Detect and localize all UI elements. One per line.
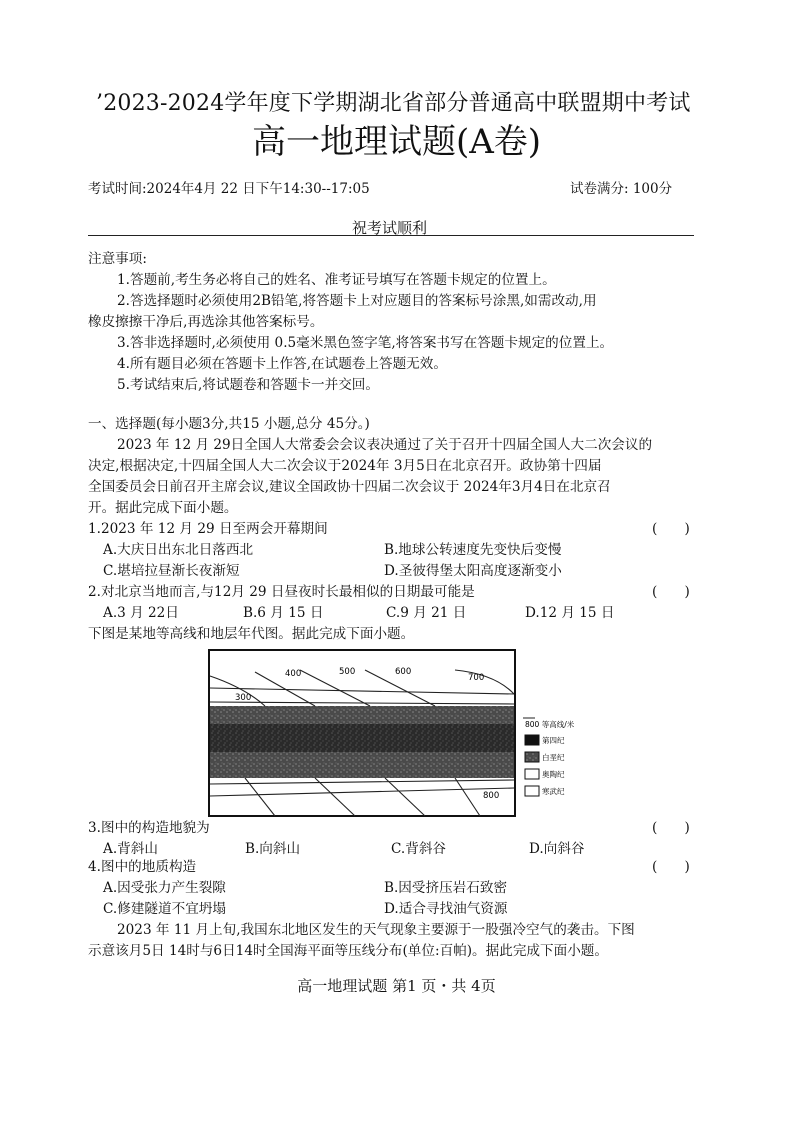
exam-title: ’2023-2024学年度下学期湖北省部分普通高中联盟期中考试 bbox=[96, 91, 691, 116]
legend-swatch bbox=[525, 735, 539, 745]
map-intro: 下图是某地等高线和地层年代图。据此完成下面小题。 bbox=[88, 626, 415, 642]
page-footer: 高一地理试题 第1 页・共 4页 bbox=[297, 977, 496, 995]
option-b: B.因受挤压岩石致密 bbox=[384, 880, 508, 896]
legend-swatch bbox=[525, 769, 539, 779]
stratum-band bbox=[210, 752, 514, 778]
option-a: A.大庆日出东北日落西北 bbox=[103, 542, 254, 558]
option-c: C.背斜谷 bbox=[391, 841, 447, 857]
legend-swatch bbox=[525, 786, 539, 796]
full-score: 试卷满分: 100分 bbox=[570, 181, 673, 197]
contour-label: 600 bbox=[395, 667, 412, 677]
note-item: 2.答选择题时必须使用2B铅笔,将答题卡上对应题目的答案标号涂黑,如需改动,用 bbox=[117, 293, 597, 309]
notes-heading: 注意事项: bbox=[88, 251, 147, 267]
option-b: B.向斜山 bbox=[245, 841, 301, 857]
paper-title: 高一地理试题(A卷) bbox=[251, 122, 542, 162]
outro-paragraph: 2023 年 11 月上旬,我国东北地区发生的天气现象主要源于一股强冷空气的袭击。下图 bbox=[117, 922, 635, 938]
answer-paren: ( ) bbox=[652, 584, 690, 600]
legend-label: 第四纪 bbox=[542, 736, 565, 745]
option-c: C.修建隧道不宜坍塌 bbox=[103, 901, 226, 917]
question-2-stem: 2.对北京当地而言,与12月 29 日昼夜时长最相似的日期最可能是 bbox=[88, 584, 475, 600]
question-4-stem: 4.图中的地质构造 bbox=[88, 859, 197, 875]
option-d: D.圣彼得堡太阳高度逐渐变小 bbox=[384, 563, 562, 579]
intro-paragraph: 全国委员会日前召开主席会议,建议全国政协十四届二次会议于 2024年3月4日在北京召 bbox=[88, 479, 611, 495]
answer-paren: ( ) bbox=[652, 820, 690, 836]
legend-title: 800 等高线/米 bbox=[525, 720, 575, 729]
note-item: 4.所有题目必须在答题卡上作答,在试题卷上答题无效。 bbox=[117, 356, 447, 372]
option-a: A.3 月 22日 bbox=[103, 605, 179, 621]
geologic-map-figure bbox=[205, 648, 600, 820]
section-heading: 一、选择题(每小题3分,共15 小题,总分 45分。) bbox=[88, 416, 370, 432]
answer-paren: ( ) bbox=[652, 859, 690, 875]
divider bbox=[88, 235, 694, 236]
motto: 祝考试顺利 bbox=[352, 219, 428, 237]
answer-paren: ( ) bbox=[652, 521, 690, 537]
contour-label: 300 bbox=[235, 693, 252, 703]
contour-label: 500 bbox=[339, 667, 356, 677]
contour-label: 700 bbox=[468, 673, 485, 683]
stratum-band bbox=[210, 706, 514, 724]
option-b: B.地球公转速度先变快后变慢 bbox=[384, 542, 562, 558]
legend-label: 奥陶纪 bbox=[542, 770, 565, 779]
map-legend bbox=[523, 718, 575, 796]
option-c: C.9 月 21 日 bbox=[386, 605, 467, 621]
note-item: 1.答题前,考生务必将自己的姓名、准考证号填写在答题卡规定的位置上。 bbox=[117, 272, 556, 288]
legend-swatch bbox=[525, 752, 539, 762]
contour-label: 800 bbox=[483, 791, 500, 801]
option-a: A.因受张力产生裂隙 bbox=[103, 880, 226, 896]
stratum-band bbox=[210, 724, 514, 752]
option-c: C.堪培拉昼渐长夜渐短 bbox=[103, 563, 240, 579]
note-item: 橡皮擦擦干净后,再选涂其他答案标号。 bbox=[88, 314, 324, 330]
option-d: D.12 月 15 日 bbox=[525, 605, 615, 621]
intro-paragraph: 决定,根据决定,十四届全国人大二次会议于2024年 3月5日在北京召开。政协第十四届 bbox=[88, 458, 602, 474]
contour-label: 400 bbox=[285, 669, 302, 679]
exam-time: 考试时间:2024年4月 22 日下午14:30--17:05 bbox=[88, 181, 370, 197]
legend-label: 白垩纪 bbox=[542, 753, 565, 762]
intro-paragraph: 2023 年 12 月 29日全国人大常委会会议表决通过了关于召开十四届全国人大二次会议的 bbox=[117, 437, 653, 453]
note-item: 3.答非选择题时,必须使用 0.5毫米黑色签字笔,将答案书写在答题卡规定的位置上。 bbox=[117, 335, 614, 351]
question-1-stem: 1.2023 年 12 月 29 日至两会开幕期间 bbox=[88, 521, 328, 537]
option-b: B.6 月 15 日 bbox=[243, 605, 324, 621]
option-d: D.适合寻找油气资源 bbox=[384, 901, 508, 917]
outro-paragraph: 示意该月5日 14时与6日14时全国海平面等压线分布(单位:百帕)。据此完成下面小题。 bbox=[88, 943, 608, 959]
intro-paragraph: 开。据此完成下面小题。 bbox=[88, 500, 238, 516]
legend-label: 寒武纪 bbox=[542, 787, 565, 796]
note-item: 5.考试结束后,将试题卷和答题卡一并交回。 bbox=[117, 377, 379, 393]
question-3-stem: 3.图中的构造地貌为 bbox=[88, 820, 210, 836]
option-a: A.背斜山 bbox=[103, 841, 158, 857]
option-d: D.向斜谷 bbox=[529, 841, 585, 857]
